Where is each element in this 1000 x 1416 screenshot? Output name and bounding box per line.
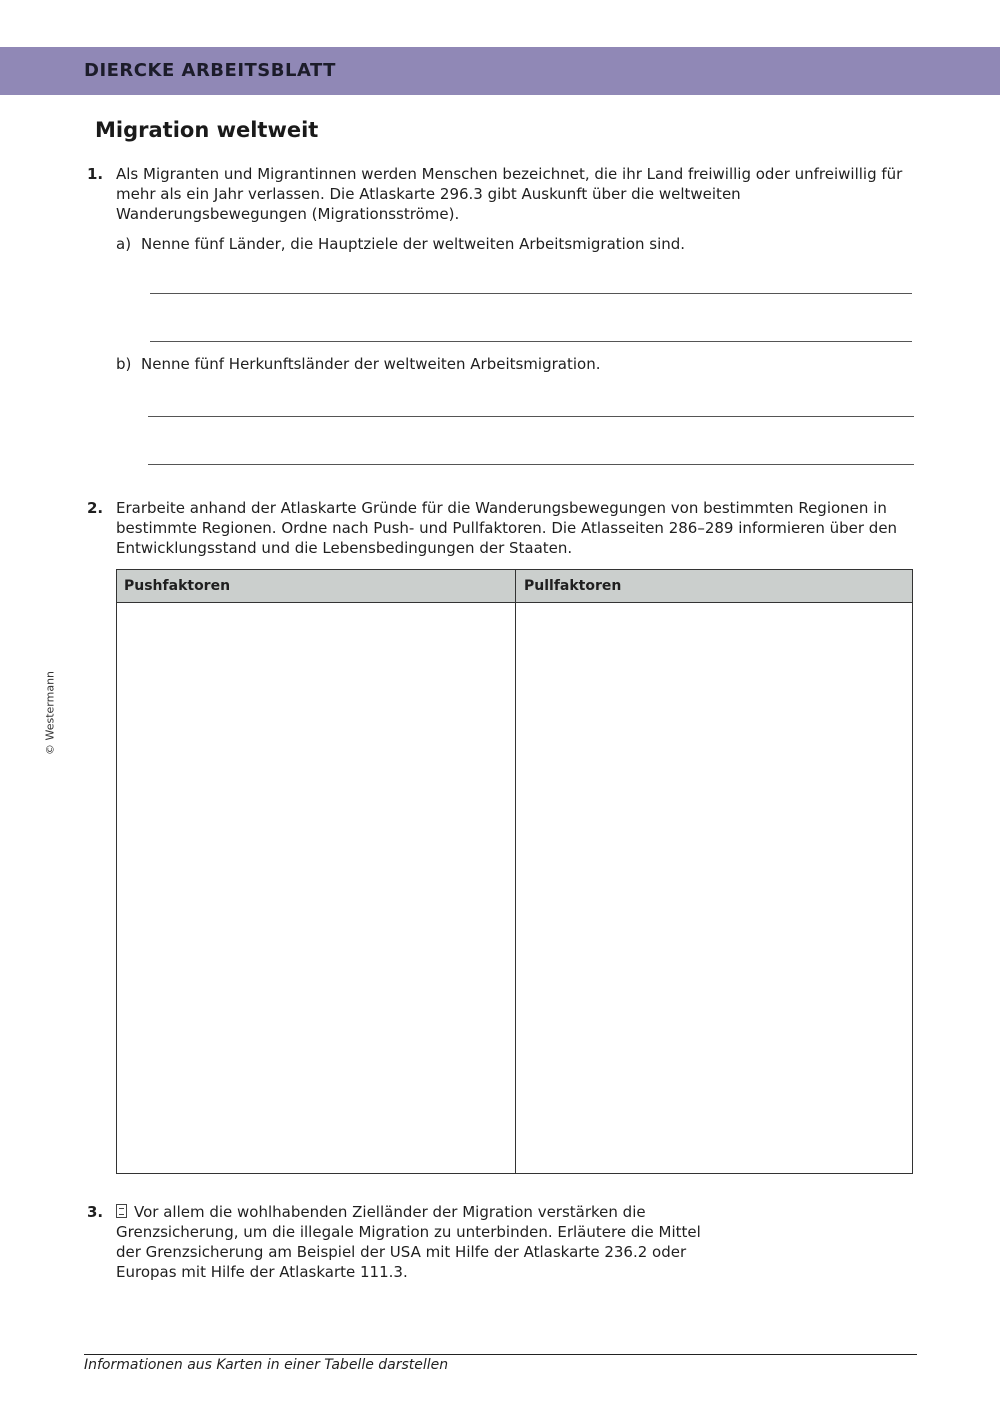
answer-line-1a-2[interactable] xyxy=(150,341,912,342)
task-1b-letter: b) xyxy=(116,355,132,373)
task-2-text: Erarbeite anhand der Atlaskarte Gründe für die Wanderungsbewegungen von bestimmten Regionen in bestimmte Regionen. Ordne nach Push- und Pullfaktoren. Die Atlasseiten 286–289 informieren über den Entwicklungsstand und die Lebensbedingungen der Staaten. xyxy=(116,499,898,557)
column-header-push: Pushfaktoren xyxy=(124,578,231,594)
task-1-number: 1. xyxy=(87,165,104,183)
task-1-text: Als Migranten und Migrantinnen werden Menschen bezeichnet, die ihr Land freiwillig oder unfreiwillig für mehr als ein Jahr verlassen. Die Atlaskarte 296.3 gibt Auskunft über die weltweiten Wanderungsbewegungen (Migrationsströme). xyxy=(116,165,903,223)
answer-line-1a-1[interactable] xyxy=(150,293,912,294)
answer-line-1b-1[interactable] xyxy=(148,416,914,417)
task-3-text: Vor allem die wohlhabenden Zielländer der Migration verstärken die Grenzsicherung, um die illegale Migration zu unterbinden. Erläutere die Mittel der Grenzsicherung am Beispiel der USA mit Hilfe der Atlaskarte 236.2 oder Europas mit Hilfe der Atlaskarte 111.3. xyxy=(116,1203,701,1281)
answer-line-1b-2[interactable] xyxy=(148,464,914,465)
task-3-block xyxy=(116,1202,711,1282)
column-header-pull: Pullfaktoren xyxy=(524,578,622,594)
task-2-number: 2. xyxy=(87,499,104,517)
footer-text: Informationen aus Karten in einer Tabelle darstellen xyxy=(84,1357,449,1373)
task-1a-text: Nenne fünf Länder, die Hauptziele der weltweiten Arbeitsmigration sind. xyxy=(141,235,686,253)
task-1a-letter: a) xyxy=(116,235,132,253)
footer-line xyxy=(84,1354,917,1355)
page-title: Migration weltweit xyxy=(95,118,319,142)
factor-table xyxy=(116,569,913,1174)
header-title: DIERCKE ARBEITSBLATT xyxy=(84,60,336,81)
copyright-credit: © Westermann xyxy=(43,670,57,756)
task-3-number: 3. xyxy=(87,1203,104,1221)
task-1b-text: Nenne fünf Herkunftsländer der weltweiten Arbeitsmigration. xyxy=(141,355,601,373)
document-icon xyxy=(116,1204,127,1218)
column-divider xyxy=(515,570,516,1173)
